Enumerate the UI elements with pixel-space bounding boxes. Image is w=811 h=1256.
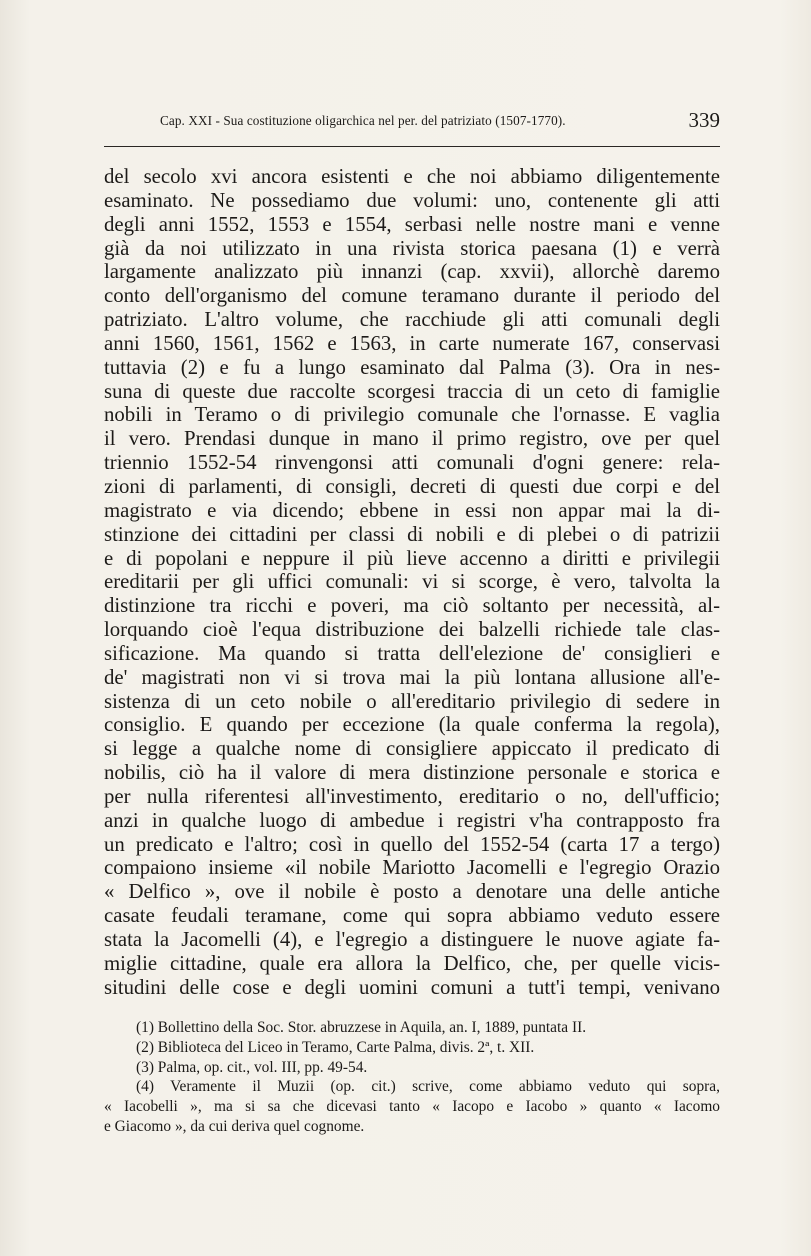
body-text [104, 165, 720, 1000]
footnote-line: (2) Biblioteca del Liceo in Teramo, Carte Palma, divis. 2ª, t. XII. [136, 1038, 535, 1056]
body-line: distinzione tra ricchi e poveri, ma ciò soltanto per necessità, al- [104, 594, 720, 618]
body-line: anzi in qualche luogo di ambedue i registri v'ha contrapposto fra [104, 808, 720, 832]
running-head [104, 110, 720, 140]
body-line: un predicato e l'altro; così in quello del 1552-54 (carta 17 a tergo) [104, 832, 720, 856]
body-line: conto dell'organismo del comune teramano durante il periodo del [104, 284, 720, 308]
footnote-line: (3) Palma, op. cit., vol. III, pp. 49-54. [136, 1058, 368, 1076]
body-line: stata la Jacomelli (4), e l'egregio a distinguere le nuove agiate fa- [104, 928, 720, 951]
body-line: e di popolani e neppure il più lieve accenno a diritti e privilegii [104, 546, 720, 570]
body-line: esaminato. Ne possediamo due volumi: uno, contenente gli atti [104, 188, 720, 212]
footnotes [104, 1018, 720, 1137]
body-line: il vero. Prendasi dunque in mano il primo registro, ove per quel [104, 427, 720, 451]
body-line: già da noi utilizzato in una rivista storica paesana (1) e verrà [104, 236, 720, 260]
body-line: sificazione. Ma quando si tratta dell'elezione de' consiglieri e [104, 641, 720, 665]
body-line: nobili in Teramo o di privilegio comunale che l'ornasse. E vaglia [104, 403, 720, 427]
footnote-line: (4) Veramente il Muzii (op. cit.) scrive, come abbiamo veduto qui sopra, [136, 1078, 720, 1096]
page-number: 339 [688, 108, 720, 132]
body-line: per nulla riferentesi all'investimento, ereditario o no, dell'ufficio; [104, 784, 720, 808]
running-title: Cap. XXI - Sua costituzione oligarchica nel per. del patriziato (1507-1770). [160, 113, 566, 128]
body-line: triennio 1552-54 rinvengonsi atti comunali d'ogni genere: rela- [104, 451, 720, 475]
footnote-line: « Iacobelli », ma si sa che dicevasi tanto « Iacopo e Iacobo » quanto « Iacomo [104, 1098, 720, 1116]
footnote-line: (1) Bollettino della Soc. Stor. abruzzese in Aquila, an. I, 1889, puntata II. [136, 1019, 587, 1036]
body-line: anni 1560, 1561, 1562 e 1563, in carte numerate 167, conservasi [104, 331, 720, 355]
body-line: patriziato. L'altro volume, che racchiude gli atti comunali degli [104, 308, 720, 332]
body-line: compaiono insieme «il nobile Mariotto Jacomelli e l'egregio Orazio [104, 856, 720, 880]
body-line: « Delfico », ove il nobile è posto a denotare una delle antiche [104, 880, 720, 904]
body-line: miglie cittadine, quale era allora la Delfico, che, per quelle vicis- [104, 951, 720, 975]
body-line: del secolo xvi ancora esistenti e che noi abbiamo diligentemente [104, 165, 720, 188]
body-line: magistrato e via dicendo; ebbene in essi non appar mai la di- [104, 498, 720, 522]
body-line: lorquando cioè l'equa distribuzione dei balzelli richiede tale clas- [104, 618, 720, 642]
body-line: stinzione dei cittadini per classi di nobili e di plebei o di patrizii [104, 522, 720, 546]
body-line: casate feudali teramane, come qui sopra abbiamo veduto essere [104, 904, 720, 928]
footnote-line: e Giacomo », da cui deriva quel cognome. [104, 1117, 365, 1135]
body-line: zioni di parlamenti, di consigli, decreti di questi due corpi e del [104, 474, 720, 498]
body-line: de' magistrati non vi si trova mai la più lontana allusione all'e- [104, 665, 720, 689]
body-line: si legge a qualche nome di consigliere appiccato il predicato di [104, 737, 720, 761]
body-line: suna di queste due raccolte scorgesi traccia di un ceto di famiglie [104, 379, 720, 403]
body-line: situdini delle cose e degli uomini comuni a tutt'i tempi, venivano [104, 975, 720, 999]
body-line: sistenza di un ceto nobile o all'ereditario privilegio di sedere in [104, 689, 720, 713]
body-line: ereditarii per gli uffici comunali: vi si scorge, è vero, talvolta la [104, 570, 720, 594]
body-line: degli anni 1552, 1553 e 1554, serbasi nelle nostre mani e venne [104, 212, 720, 236]
body-line: nobilis, ciò ha il valore di mera distinzione personale e storica e [104, 761, 720, 785]
body-line: consiglio. E quando per eccezione (la quale conferma la regola), [104, 713, 720, 737]
body-line: tuttavia (2) e fu a lungo esaminato dal Palma (3). Ora in nes- [104, 355, 720, 379]
header-rule [104, 146, 720, 147]
body-line: largamente analizzato più innanzi (cap. xxvii), allorchè daremo [104, 260, 720, 284]
